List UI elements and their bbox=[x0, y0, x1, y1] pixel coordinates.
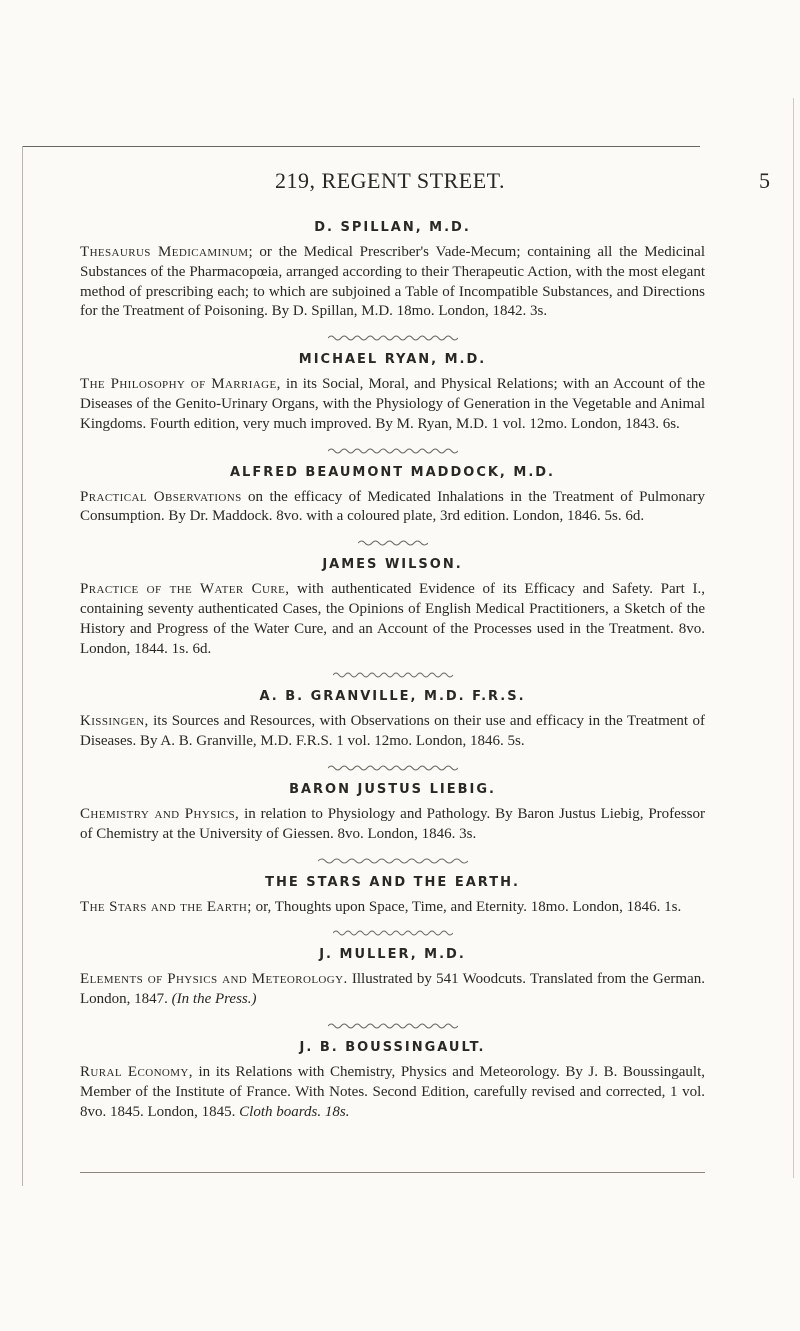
wavy-divider bbox=[328, 764, 458, 772]
wavy-divider bbox=[328, 334, 458, 342]
entry-author: ALFRED BEAUMONT MADDOCK, M.D. bbox=[229, 464, 555, 480]
entry-title: Practical Observations bbox=[80, 488, 242, 505]
catalogue-entry bbox=[80, 555, 705, 659]
catalogue-entry bbox=[80, 945, 705, 1010]
entry-body: in its Relations with Chemistry, Physics and Meteorology. By J. B. Boussingault, Member of the Institute of France. With Notes. Second Edition, carefully revised and corrected, 1 vol. 8vo. 1845. London, 1845. bbox=[80, 1063, 705, 1120]
wavy-divider bbox=[333, 671, 453, 679]
catalogue-entry bbox=[80, 1038, 705, 1122]
entry-description bbox=[80, 243, 705, 322]
catalogue-entry bbox=[80, 780, 705, 845]
entry-author: MICHAEL RYAN, M.D. bbox=[298, 352, 487, 368]
wavy-divider bbox=[328, 1022, 458, 1030]
entry-body: with authenticated Evidence of its Efficacy and Safety. Part I., containing seventy authenticated Cases, the Opinions of English Medical Practitioners, a Sketch of the History and Progress of the Water Cure, and an Account of the Processes used in the Treatment. 8vo. London, 1844. 1s. 6d. bbox=[80, 581, 705, 657]
entry-title: Kissingen, bbox=[80, 713, 149, 730]
entry-title: Chemistry and Physics, bbox=[80, 805, 240, 822]
page-frame-left-rule bbox=[22, 146, 23, 1186]
entry-author: THE STARS AND THE EARTH. bbox=[265, 874, 520, 890]
entry-title: Practice of the Water Cure, bbox=[80, 581, 290, 598]
page-frame-top-rule bbox=[22, 146, 700, 147]
catalogue-entry bbox=[80, 873, 705, 918]
entry-title: The Stars and the Earth; bbox=[80, 898, 252, 915]
entry-note: Cloth boards. 18s. bbox=[239, 1103, 350, 1120]
wavy-divider bbox=[318, 857, 468, 865]
entry-author: J. B. BOUSSINGAULT. bbox=[299, 1039, 486, 1055]
entry-body: Illustrated by 541 Woodcuts. Translated from the German. London, 1847. bbox=[80, 971, 705, 1008]
entry-note: (In the Press.) bbox=[171, 991, 257, 1008]
page-number: 5 bbox=[759, 168, 770, 193]
entry-description bbox=[80, 805, 705, 845]
catalogue-entry bbox=[80, 687, 705, 752]
entry-author: D. SPILLAN, M.D. bbox=[314, 220, 471, 235]
entry-title: Elements of Physics and Meteorology. bbox=[80, 971, 348, 988]
wavy-divider bbox=[358, 539, 428, 547]
entry-author: J. MULLER, M.D. bbox=[319, 947, 466, 963]
entry-description bbox=[80, 712, 705, 752]
entry-body: its Sources and Resources, with Observations on their use and efficacy in the Treatment of Diseases. By A. B. Granville, M.D. F.R.S. 1 vol. 12mo. London, 1846. 5s. bbox=[80, 713, 705, 750]
wavy-divider bbox=[333, 929, 453, 937]
entry-body: ; or the Medical Prescriber's Vade-Mecum; containing all the Medicinal Substances of the Pharmacopœia, arranged according to their Therapeutic Action, with the most elegant method of prescribing each; to which are subjoined a Table of Incompatible Substances, and Directions for the Treatment of Poisoning. By D. Spillan, M.D. 18mo. London, 1842. 3s. bbox=[80, 244, 706, 320]
entry-description bbox=[80, 1063, 705, 1122]
catalogue-listing bbox=[80, 218, 705, 1134]
entry-body: or, Thoughts upon Space, Time, and Eternity. 18mo. London, 1846. 1s. bbox=[251, 898, 682, 915]
page-frame-right-rule bbox=[793, 98, 794, 1178]
entry-title: The Philosophy of Marriage, bbox=[80, 376, 281, 393]
entry-description bbox=[80, 898, 705, 918]
entry-title: Thesaurus Medicaminum bbox=[80, 244, 249, 260]
entry-description bbox=[80, 488, 705, 528]
entry-author: A. B. GRANVILLE, M.D. F.R.S. bbox=[259, 689, 526, 705]
catalogue-entry bbox=[80, 350, 705, 434]
running-header bbox=[80, 168, 770, 198]
entry-author: BARON JUSTUS LIEBIG. bbox=[289, 781, 496, 797]
entry-description bbox=[80, 580, 705, 659]
entry-description bbox=[80, 375, 705, 434]
entry-body: on the efficacy of Medicated Inhalations in the Treatment of Pulmonary Consumption. By Dr. Maddock. 8vo. with a coloured plate, 3rd edition. London, 1846. 5s. 6d. bbox=[80, 488, 705, 525]
catalogue-entry bbox=[80, 218, 705, 322]
entry-author: JAMES WILSON. bbox=[322, 557, 463, 573]
entry-title: Rural Economy, bbox=[80, 1063, 193, 1080]
bottom-rule bbox=[80, 1172, 705, 1173]
header-title: 219, REGENT STREET. bbox=[275, 168, 505, 193]
wavy-divider bbox=[328, 447, 458, 455]
catalogue-entry bbox=[80, 463, 705, 528]
entry-body: in its Social, Moral, and Physical Relations; with an Account of the Diseases of the Genito-Urinary Organs, with the Physiology of Generation in the Vegetable and Animal Kingdoms. Fourth edition, very much improved. By M. Ryan, M.D. 1 vol. 12mo. London, 1843. 6s. bbox=[80, 376, 705, 432]
entry-body: in relation to Physiology and Pathology. By Baron Justus Liebig, Professor of Chemistry at the University of Giessen. 8vo. London, 1846. 3s. bbox=[80, 805, 705, 842]
entry-description bbox=[80, 970, 705, 1010]
